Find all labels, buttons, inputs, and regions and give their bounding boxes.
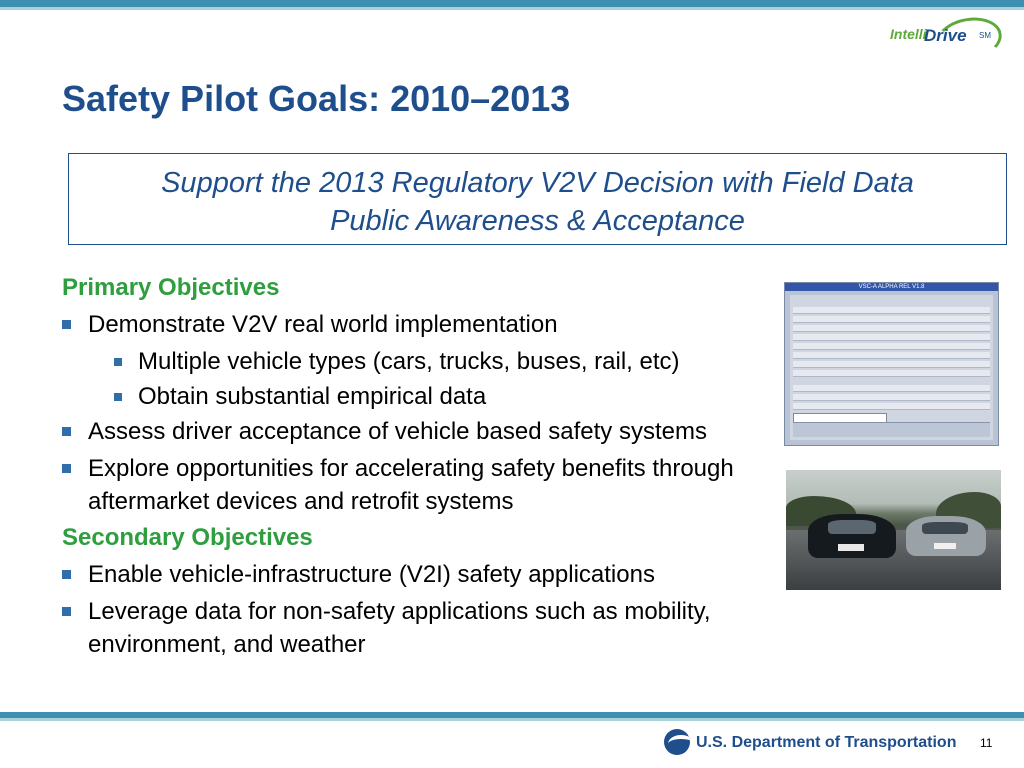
silver-car-shape bbox=[906, 516, 986, 556]
bullet-marker-icon bbox=[114, 358, 122, 366]
top-accent-stripe bbox=[0, 7, 1024, 10]
bullet-text: Assess driver acceptance of vehicle based safety systems bbox=[88, 418, 707, 445]
data-row bbox=[793, 370, 990, 377]
data-row bbox=[793, 361, 990, 368]
bullet-item bbox=[62, 452, 778, 518]
bullet-text: Explore opportunities for accelerating safety benefits through aftermarket devices and retrofit systems bbox=[88, 455, 734, 515]
sub-bullet-text: Obtain substantial empirical data bbox=[138, 383, 487, 410]
intellidrive-logo bbox=[880, 14, 1000, 58]
goals-box bbox=[68, 153, 1007, 245]
data-row bbox=[793, 394, 990, 401]
windshield bbox=[922, 522, 968, 534]
bullet-item bbox=[62, 308, 782, 341]
goal-line-2: Public Awareness & Acceptance bbox=[330, 205, 745, 237]
data-row bbox=[793, 352, 990, 359]
bullet-marker-icon bbox=[62, 464, 71, 473]
bullet-item bbox=[62, 558, 782, 591]
bullet-item bbox=[62, 415, 738, 448]
bullet-item bbox=[62, 595, 748, 661]
logo-text-intelli: Intelli bbox=[890, 26, 927, 42]
bullet-text: Leverage data for non-safety applications such as mobility, environment, and weather bbox=[88, 598, 711, 658]
usdot-logo-icon bbox=[664, 729, 690, 755]
bullet-marker-icon bbox=[62, 320, 71, 329]
screenshot-panel bbox=[790, 295, 993, 440]
sub-bullet-text: Multiple vehicle types (cars, trucks, buses, rail, etc) bbox=[138, 348, 680, 375]
bullet-marker-icon bbox=[62, 607, 71, 616]
vehicles-photo bbox=[786, 470, 1001, 590]
windshield bbox=[828, 520, 876, 534]
plate bbox=[838, 544, 864, 551]
bullet-marker-icon bbox=[62, 427, 71, 436]
sub-bullet-item bbox=[62, 345, 782, 378]
logo-trademark: SM bbox=[979, 31, 991, 40]
top-accent-bar bbox=[0, 0, 1024, 7]
data-row bbox=[793, 334, 990, 341]
data-row bbox=[793, 307, 990, 314]
data-row bbox=[793, 325, 990, 332]
logo-text-drive: Drive bbox=[924, 26, 967, 45]
vehicle-data-screenshot bbox=[784, 282, 999, 446]
primary-objectives-heading: Primary Objectives bbox=[62, 274, 280, 301]
objectives-list bbox=[62, 272, 782, 665]
data-row bbox=[793, 385, 990, 392]
slide-title: Safety Pilot Goals: 2010–2013 bbox=[62, 78, 571, 119]
dept-name: U.S. Department of Transportation bbox=[696, 734, 957, 751]
bullet-marker-icon bbox=[114, 393, 122, 401]
data-row bbox=[793, 343, 990, 350]
logo-swoosh-icon bbox=[668, 735, 690, 753]
bullet-marker-icon bbox=[62, 570, 71, 579]
page-number: 11 bbox=[980, 736, 993, 750]
secondary-objectives-heading: Secondary Objectives bbox=[62, 524, 313, 551]
data-row bbox=[793, 316, 990, 323]
dark-car-shape bbox=[808, 514, 896, 558]
button-strip bbox=[793, 422, 990, 437]
bullet-text: Demonstrate V2V real world implementation bbox=[88, 311, 558, 338]
bottom-accent-stripe bbox=[0, 718, 1024, 721]
goal-line-1: Support the 2013 Regulatory V2V Decision with Field Data bbox=[161, 167, 914, 199]
plate bbox=[934, 543, 956, 549]
data-row bbox=[793, 403, 990, 410]
bullet-text: Enable vehicle-infrastructure (V2I) safety applications bbox=[88, 561, 655, 588]
sub-bullet-item bbox=[62, 380, 782, 413]
screenshot-window-title: VSC-A ALPHA REL V1.8 bbox=[785, 283, 998, 291]
